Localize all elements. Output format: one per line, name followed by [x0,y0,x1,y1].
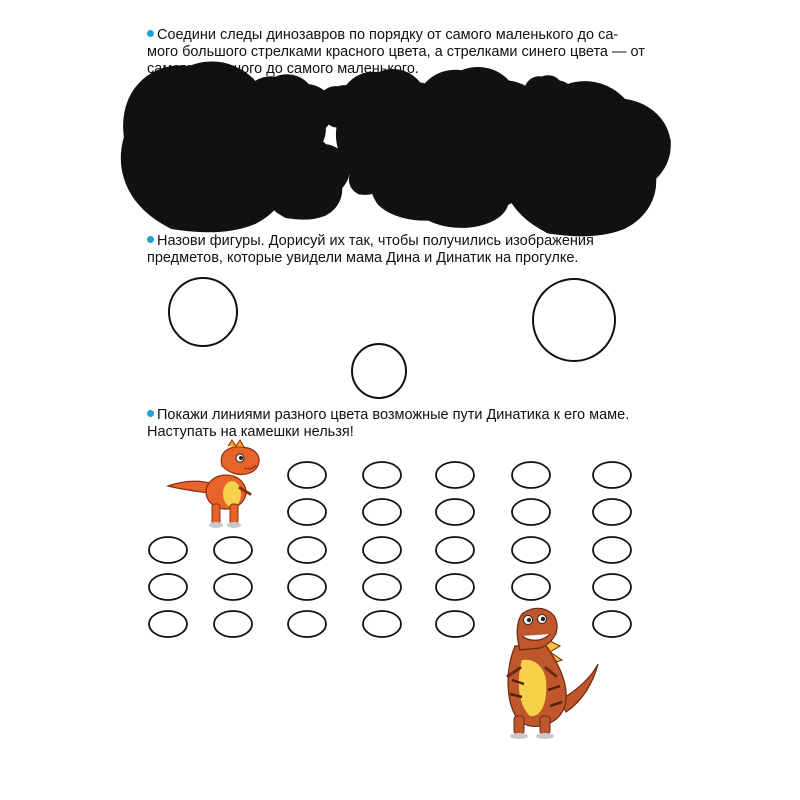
task-1-text-1: Соедини следы динозавров по порядку от самого маленького до са- [157,27,619,43]
task-2-text-1: Назови фигуры. Дорисуй их так, чтобы получились изображения [157,233,594,249]
task-1-text-3: самого большого до самого маленького. [147,61,419,77]
task-3-text-1: Покажи линиями разного цвета возможные пути Динатика к его маме. [157,407,630,423]
task-1-text-2: мого большого стрелками красного цвета, а стрелками синего цвета — от [147,44,645,60]
mother-dinosaur-body [508,608,598,739]
task-2-text-2: предметов, которые увидели мама Дина и Динатик на прогулке. [147,250,579,266]
task-3-text-2: Наступать на камешки нельзя! [147,424,354,440]
